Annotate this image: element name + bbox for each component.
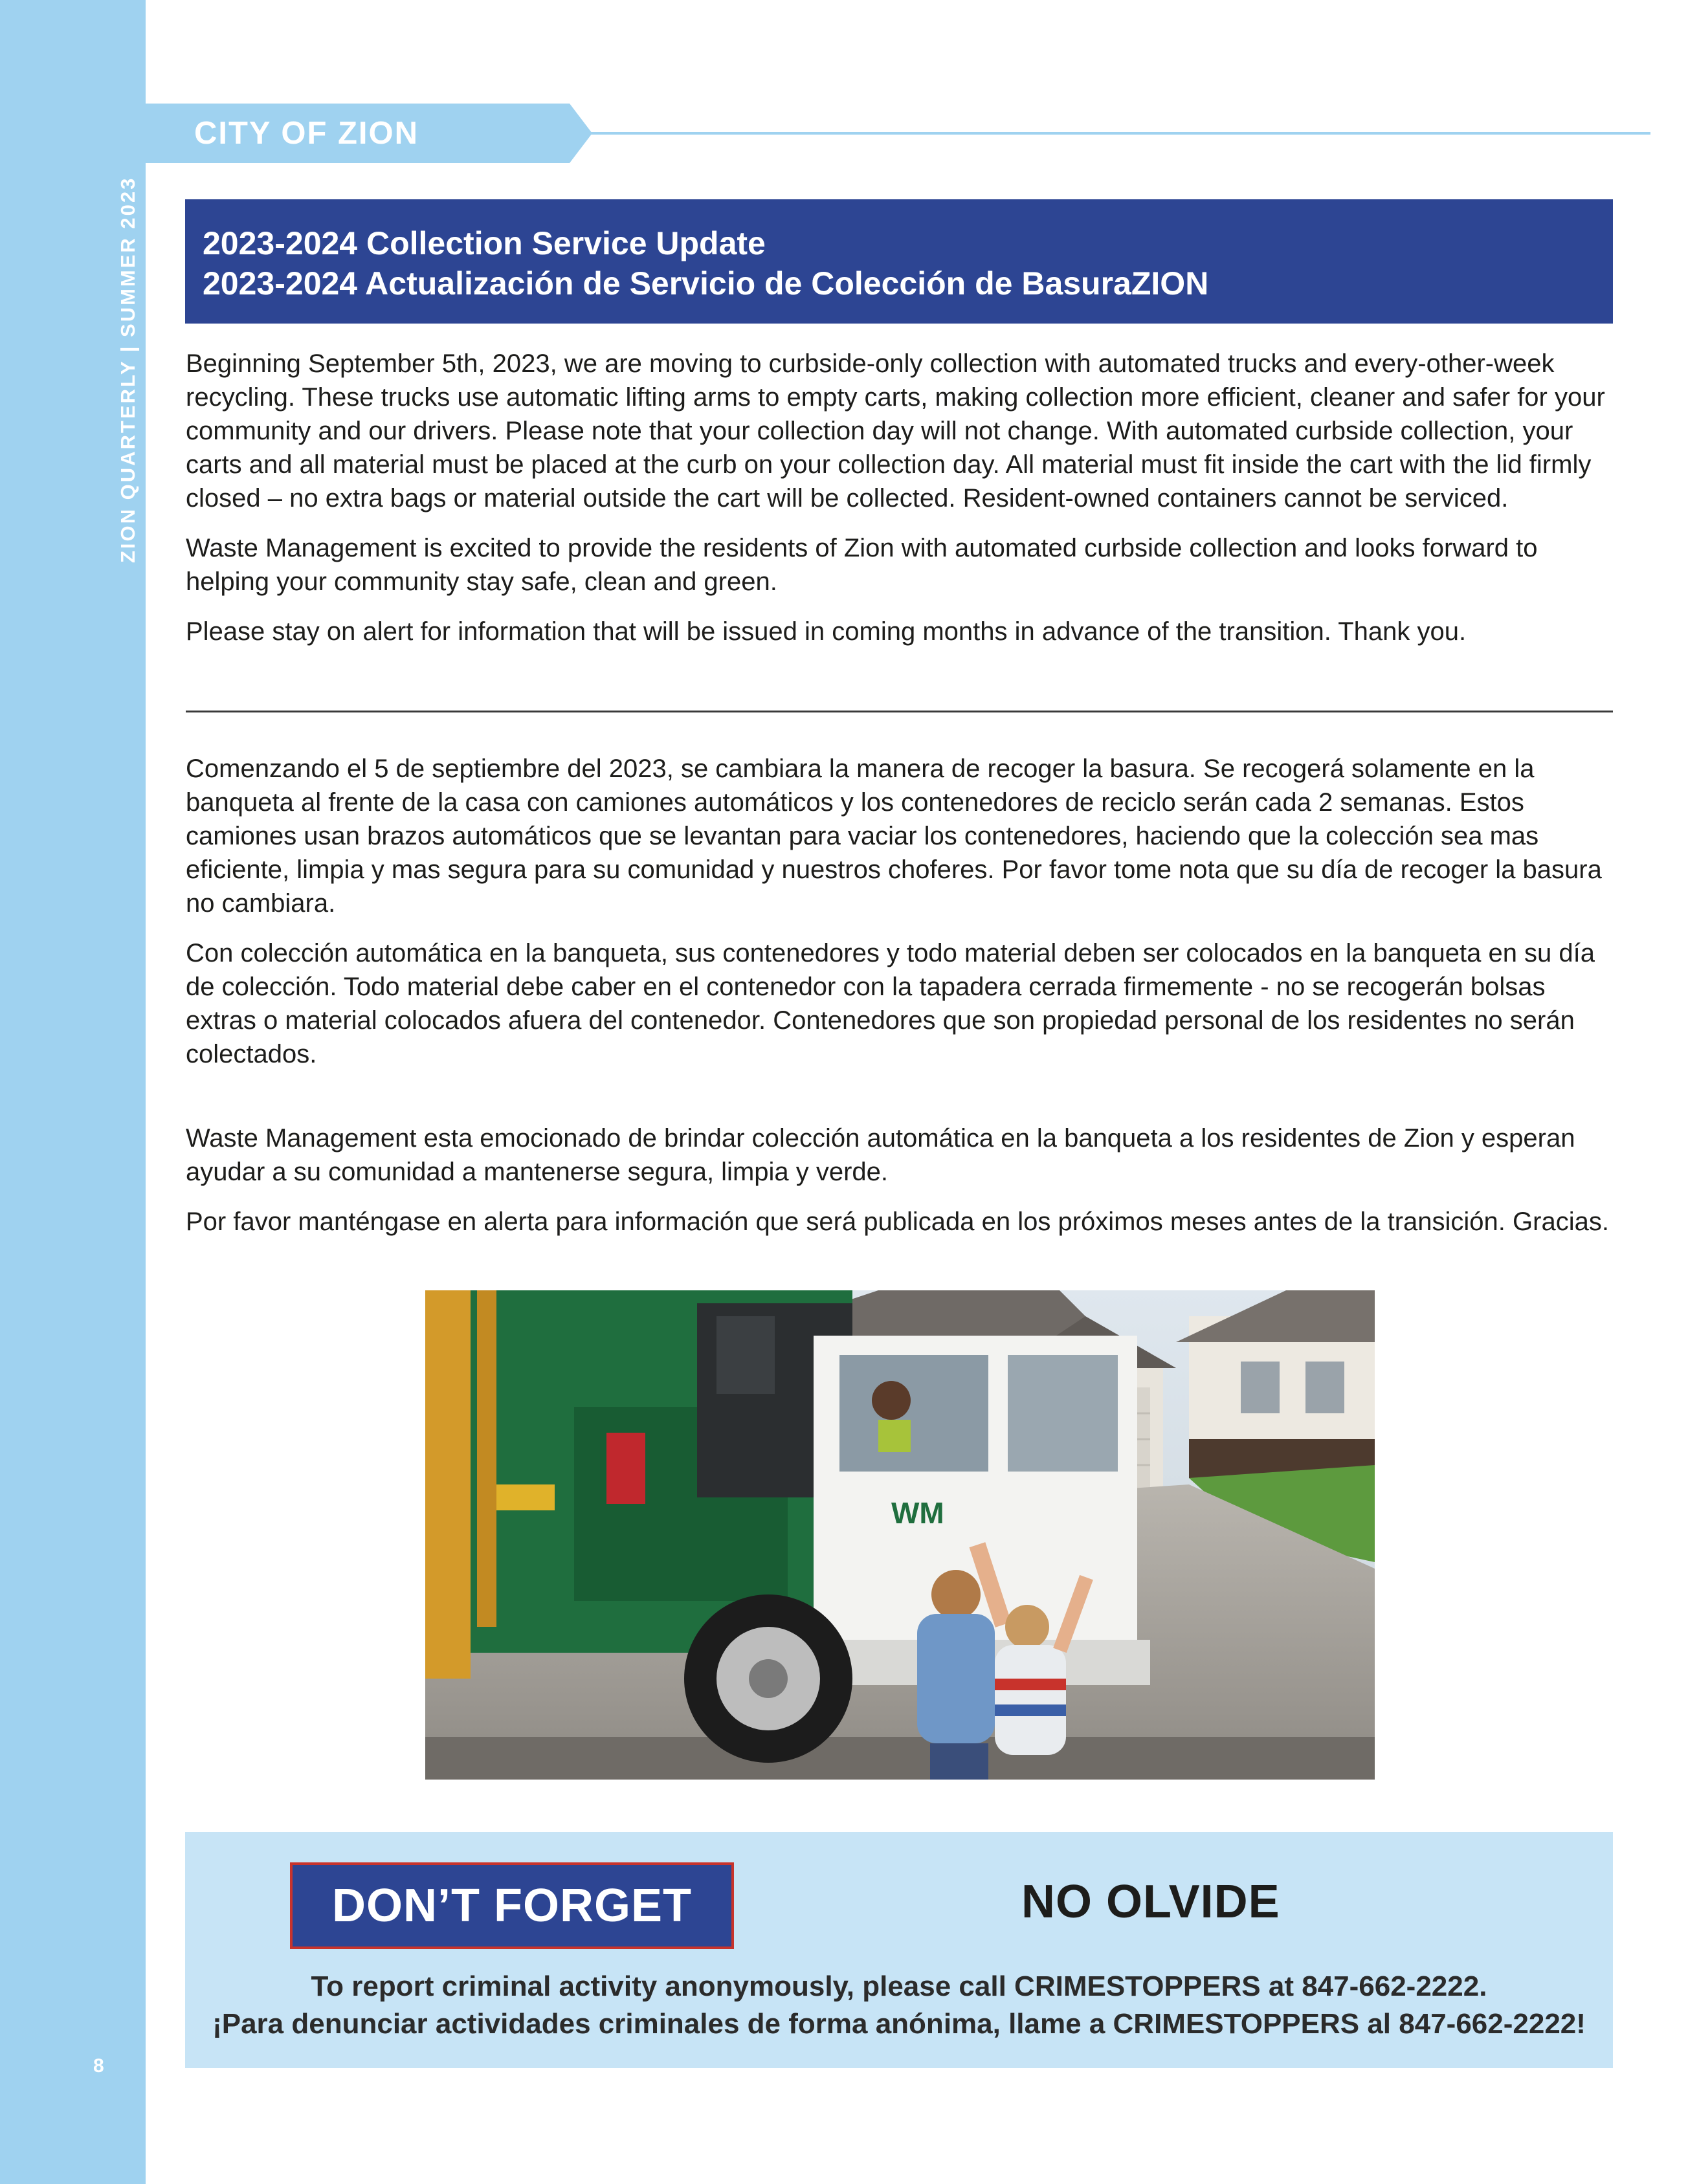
article-header: [185, 199, 1613, 324]
article-title-es: 2023-2024 Actualización de Servicio de Colección de BasuraZION: [203, 265, 1209, 302]
wm-logo: WM: [891, 1496, 944, 1530]
crimestoppers-text-es: ¡Para denunciar actividades criminales de forma anónima, llame a CRIMESTOPPERS al 847-662-2222!: [212, 2008, 1586, 2040]
section-divider: [186, 711, 1613, 712]
page-number: 8: [93, 2055, 104, 2077]
masthead-label: CITY OF ZION: [194, 116, 419, 151]
spanish-paragraph: Comenzando el 5 de septiembre del 2023, se cambiara la manera de recoger la basura. Se recogerá solamente en la banqueta al frente de la casa con camiones automáticos y los contenedores de reciclo serán cada 2 semanas. Estos camiones usan brazos automáticos que se levantan para vaciar los contenedores, haciendo que la colección sea mas eficiente, limpia y mas segura para su comunidad y nuestros choferes. Por favor tome nota que su día de recoger la basura no cambiara.: [186, 755, 1602, 918]
english-section: [186, 347, 1616, 648]
english-paragraph: Please stay on alert for information that will be issued in coming months in advance of the transition. Thank you.: [186, 617, 1467, 646]
spanish-paragraph: Waste Management esta emocionado de brindar colección automática en la banqueta a los residentes de Zion y esperan ayudar a su comunidad a mantenerse segura, limpia y verde.: [186, 1124, 1575, 1186]
spanish-paragraph: Con colección automática en la banqueta, sus contenedores y todo material deben ser colocados en la banqueta en su día de colección. Todo material debe caber en el contenedor con la tapadera cerrada firmemente - no se recogerán bolsas extras o material colocados afuera del contenedor. Contenedores que son propiedad personal de los residentes no serán colectados.: [186, 939, 1595, 1068]
crimestoppers-text-en: To report criminal activity anonymously, please call CRIMESTOPPERS at 847-662-2222.: [311, 1970, 1487, 2002]
english-paragraph: Beginning September 5th, 2023, we are moving to curbside-only collection with automated trucks and every-other-week recycling. These trucks use automatic lifting arms to empty carts, making collection more efficient, cleaner and safer for your community and our drivers. Please note that your collection day will not change. With automated curbside collection, your carts and all material must be placed at the curb on your collection day. All material must fit inside the cart with the lid firmly closed – no extra bags or material outside the cart will be collected. Resident-owned containers cannot be serviced.: [186, 349, 1605, 513]
dont-forget-badge: DON’T FORGET: [290, 1862, 734, 1949]
english-paragraph: Waste Management is excited to provide the residents of Zion with automated curbside collection and looks forward to helping your community stay safe, clean and green.: [186, 534, 1538, 596]
article-title-en: 2023-2024 Collection Service Update: [203, 225, 766, 261]
no-olvide-label: NO OLVIDE: [1021, 1876, 1280, 1928]
spanish-paragraph: Por favor manténgase en alerta para información que será publicada en los próximos meses antes de la transición. Gracias.: [186, 1208, 1609, 1236]
masthead-rule: [583, 132, 1650, 135]
publication-label: ZION QUARTERLY | SUMMER 2023: [117, 176, 139, 563]
spanish-section: [186, 752, 1616, 1239]
garbage-truck-photo: [425, 1290, 1375, 1780]
